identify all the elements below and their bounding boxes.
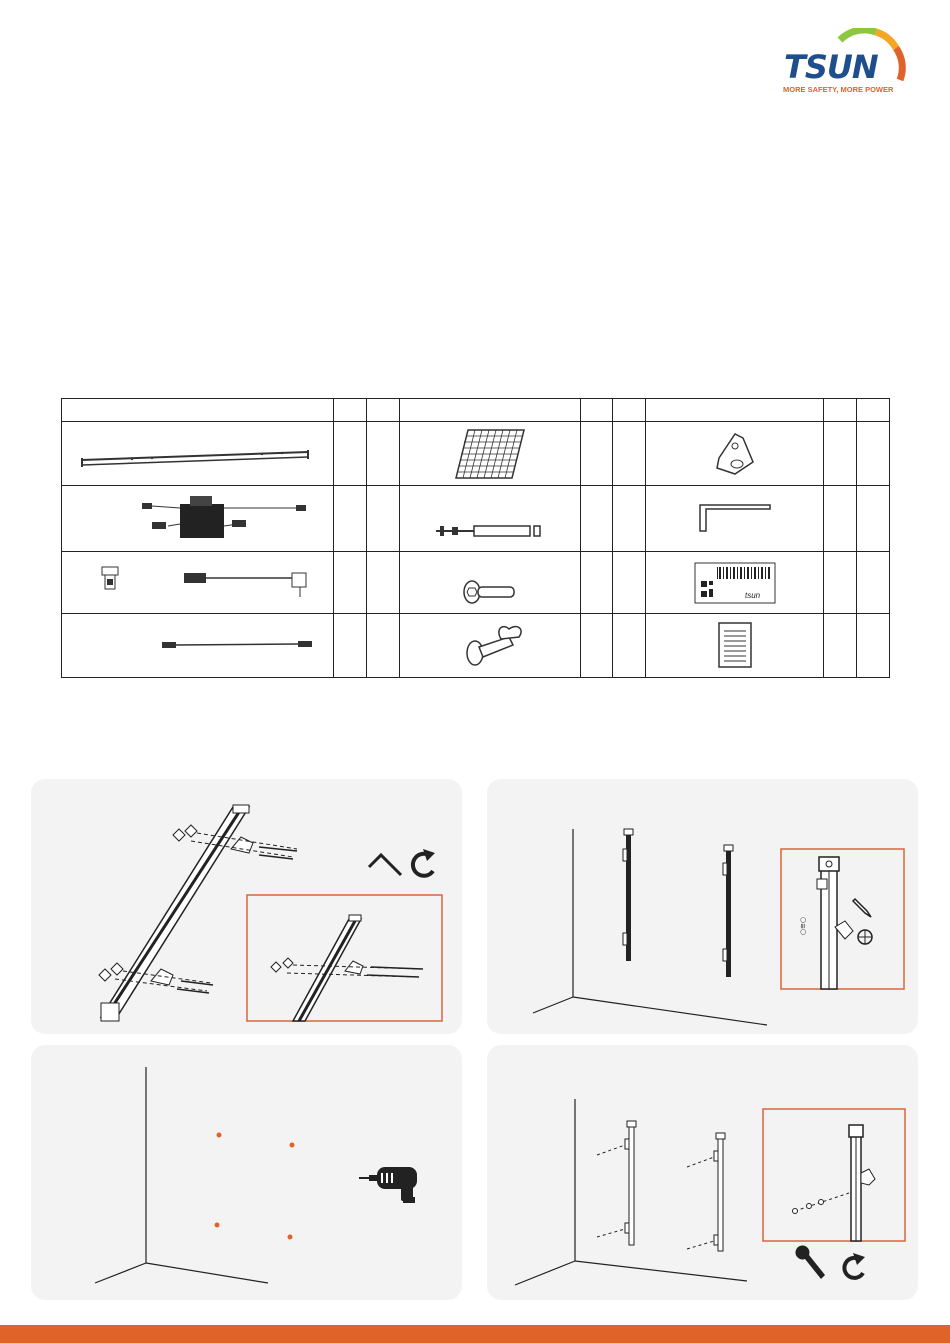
wall-corner [95, 1067, 268, 1283]
qty-cell [580, 613, 613, 677]
expansion-bolt-icon [430, 514, 550, 544]
header-cell [62, 399, 334, 422]
header-cell [366, 399, 399, 422]
l-bracket-icon [705, 428, 765, 480]
wing-nut-icon [185, 825, 197, 837]
rail-left-mounted [625, 1121, 636, 1245]
qty-cell [857, 613, 890, 677]
step-3-illustration [31, 1045, 462, 1300]
qty-cell [366, 486, 399, 552]
drill-mark [217, 1133, 222, 1138]
wrench-icon [795, 1245, 825, 1279]
part-cell [62, 422, 334, 486]
part-cell [399, 613, 580, 677]
rotate-clockwise-icon [413, 849, 435, 876]
qty-cell [366, 613, 399, 677]
part-cell [646, 422, 824, 486]
qty-cell [613, 613, 646, 677]
qty-cell [613, 422, 646, 486]
table-row [62, 486, 890, 552]
hex-key-icon [369, 855, 401, 875]
qty-cell [333, 552, 366, 614]
rotate-clockwise-icon [844, 1253, 865, 1278]
qty-cell [824, 613, 857, 677]
step-3-panel [31, 1045, 462, 1300]
part-cell [62, 552, 334, 614]
header-cell [580, 399, 613, 422]
qty-cell [580, 552, 613, 614]
brand-name: TSUN [784, 48, 878, 86]
qty-cell [857, 486, 890, 552]
detail-inset [247, 895, 442, 1021]
qty-cell [824, 422, 857, 486]
table-header-row [62, 399, 890, 422]
svg-text:○≡○: ○≡○ [799, 916, 807, 935]
cable-clip-and-plug-cable-icon [72, 559, 322, 607]
rail-right-mounted [714, 1133, 725, 1251]
part-cell [62, 613, 334, 677]
drill-marks [215, 1133, 295, 1240]
step-4-panel [487, 1045, 918, 1300]
parts-table [61, 398, 890, 678]
header-cell [857, 399, 890, 422]
rail-icon [72, 434, 322, 474]
step-4-illustration [487, 1045, 918, 1300]
brand-logo [780, 28, 905, 98]
part-cell [646, 486, 824, 552]
qty-cell [857, 552, 890, 614]
part-cell [399, 422, 580, 486]
brand-tagline: MORE SAFETY, MORE POWER [783, 85, 894, 94]
hex-bolt-icon [450, 570, 530, 610]
header-cell [399, 399, 580, 422]
wing-bolt-icon [445, 617, 535, 673]
step-2-illustration [487, 779, 918, 1034]
table-row [62, 552, 890, 614]
part-cell [399, 486, 580, 552]
qty-cell [333, 422, 366, 486]
qty-cell [857, 422, 890, 486]
qty-cell [366, 422, 399, 486]
serial-label-icon [693, 561, 777, 605]
qty-cell [333, 486, 366, 552]
detail-inset [763, 1109, 905, 1241]
step-1-panel [31, 779, 462, 1034]
step-2-panel [487, 779, 918, 1034]
header-cell [333, 399, 366, 422]
qty-cell [613, 486, 646, 552]
wall-corner [533, 829, 767, 1025]
solar-panel-icon [450, 426, 530, 482]
footer-bar [0, 1325, 950, 1343]
qty-cell [824, 552, 857, 614]
qty-cell [366, 552, 399, 614]
rail-left [623, 829, 633, 961]
drill-icon [359, 1167, 417, 1203]
microinverter-icon [72, 490, 322, 548]
drill-mark [215, 1223, 220, 1228]
hex-key-icon [690, 499, 780, 539]
part-cell [646, 552, 824, 614]
drill-mark [290, 1143, 295, 1148]
table-row [62, 422, 890, 486]
header-cell [646, 399, 824, 422]
part-cell [399, 552, 580, 614]
rail-right [723, 845, 733, 977]
wing-nut-icon [173, 829, 185, 841]
qty-cell [824, 486, 857, 552]
qty-cell [613, 552, 646, 614]
part-cell [646, 613, 824, 677]
qty-cell [333, 613, 366, 677]
step-1-illustration [31, 779, 462, 1034]
extension-cable-icon [72, 630, 322, 660]
table-row [62, 613, 890, 677]
label-brand-text: tsun [744, 590, 760, 600]
crosshair-icon [858, 930, 872, 944]
header-cell [613, 399, 646, 422]
qty-cell [580, 486, 613, 552]
qty-cell [580, 422, 613, 486]
manual-icon [715, 619, 755, 671]
part-cell [62, 486, 334, 552]
header-cell [824, 399, 857, 422]
drill-mark [288, 1235, 293, 1240]
